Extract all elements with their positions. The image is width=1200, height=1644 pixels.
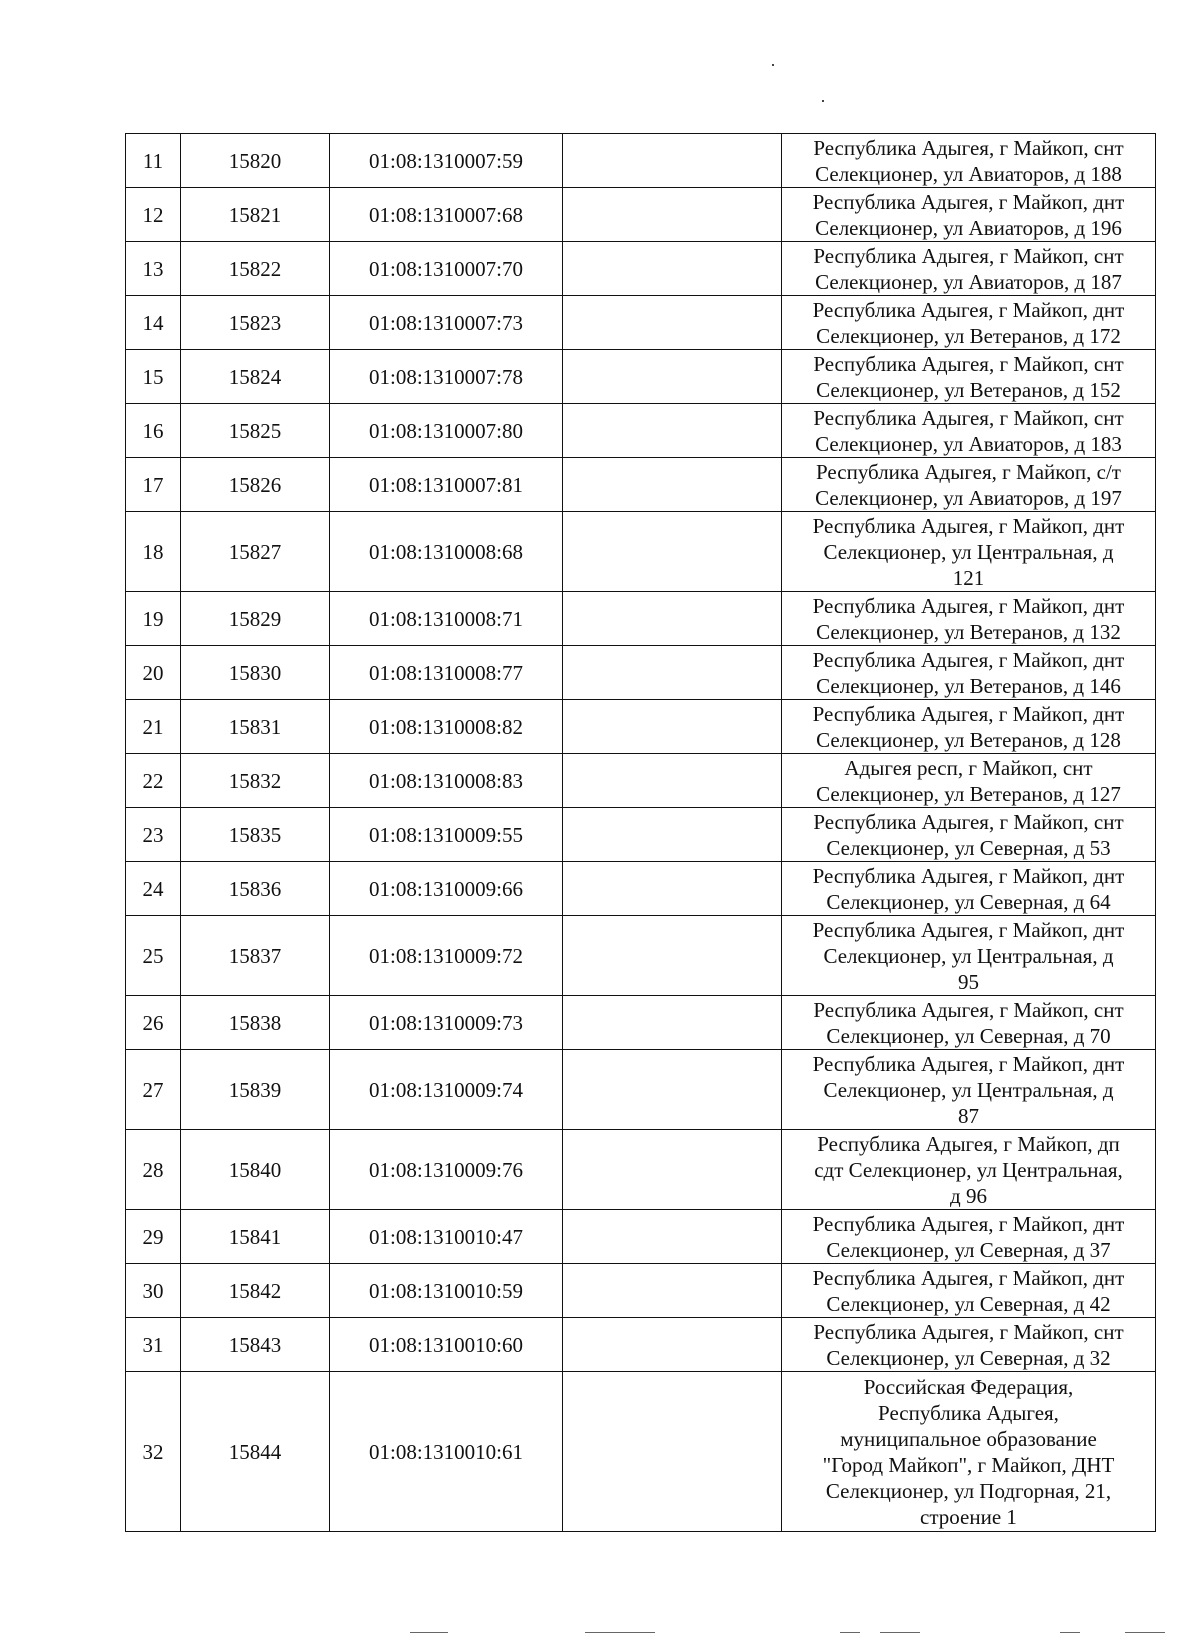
- table-row: [126, 592, 1156, 646]
- table-row: [126, 242, 1156, 296]
- table-row: [126, 916, 1156, 996]
- address-line: Республика Адыгея, г Майкоп, днт: [812, 1211, 1125, 1236]
- row-number-cell: 12: [126, 188, 181, 242]
- address-cell: [782, 1050, 1156, 1130]
- address-line: Селекционер, ул Северная, д 64: [826, 889, 1111, 914]
- address-cell: [782, 296, 1156, 350]
- address-line: Селекционер, ул Ветеранов, д 152: [816, 377, 1121, 402]
- address-line: Республика Адыгея, г Майкоп, днт: [812, 1265, 1125, 1290]
- table-row: [126, 646, 1156, 700]
- address-line: Селекционер, ул Центральная, д: [823, 943, 1114, 968]
- cadastral-number-cell: 01:08:1310007:68: [330, 188, 563, 242]
- address-line: муниципальное образование: [840, 1426, 1097, 1451]
- row-number-cell: 22: [126, 754, 181, 808]
- address-line: Селекционер, ул Авиаторов, д 187: [815, 269, 1122, 294]
- cadastral-number-cell: 01:08:1310007:81: [330, 458, 563, 512]
- empty-cell: [563, 754, 782, 808]
- registry-number-cell: 15827: [181, 512, 330, 592]
- address-line: Селекционер, ул Центральная, д: [823, 539, 1114, 564]
- scan-speck: [822, 100, 824, 102]
- empty-cell: [563, 1318, 782, 1372]
- address-cell: [782, 1210, 1156, 1264]
- empty-cell: [563, 512, 782, 592]
- row-number-cell: 18: [126, 512, 181, 592]
- empty-cell: [563, 700, 782, 754]
- cadastral-number-cell: 01:08:1310010:59: [330, 1264, 563, 1318]
- address-line: Российская Федерация,: [863, 1374, 1074, 1399]
- cadastral-number-cell: 01:08:1310007:70: [330, 242, 563, 296]
- registry-number-cell: 15844: [181, 1372, 330, 1532]
- empty-cell: [563, 592, 782, 646]
- address-line: 95: [958, 969, 979, 994]
- cadastral-number-cell: 01:08:1310007:73: [330, 296, 563, 350]
- empty-cell: [563, 242, 782, 296]
- row-number-cell: 25: [126, 916, 181, 996]
- cadastral-number-cell: 01:08:1310008:82: [330, 700, 563, 754]
- address-cell: [782, 188, 1156, 242]
- cadastral-number-cell: 01:08:1310009:66: [330, 862, 563, 916]
- table-row: [126, 512, 1156, 592]
- empty-cell: [563, 188, 782, 242]
- row-number-cell: 15: [126, 350, 181, 404]
- cadastral-number-cell: 01:08:1310010:60: [330, 1318, 563, 1372]
- address-cell: [782, 458, 1156, 512]
- table-row: [126, 188, 1156, 242]
- address-cell: [782, 996, 1156, 1050]
- cadastral-number-cell: 01:08:1310007:59: [330, 134, 563, 188]
- address-cell: [782, 700, 1156, 754]
- address-line: Республика Адыгея, г Майкоп, днт: [812, 297, 1125, 322]
- address-cell: [782, 1318, 1156, 1372]
- registry-number-cell: 15829: [181, 592, 330, 646]
- address-line: Селекционер, ул Подгорная, 21,: [825, 1478, 1112, 1503]
- registry-number-cell: 15836: [181, 862, 330, 916]
- address-line: строение 1: [920, 1504, 1017, 1529]
- registry-number-cell: 15843: [181, 1318, 330, 1372]
- cadastral-number-cell: 01:08:1310010:61: [330, 1372, 563, 1532]
- registry-number-cell: 15831: [181, 700, 330, 754]
- registry-number-cell: 15830: [181, 646, 330, 700]
- table-row: [126, 700, 1156, 754]
- registry-number-cell: 15821: [181, 188, 330, 242]
- table-row: [126, 1210, 1156, 1264]
- table-row: [126, 458, 1156, 512]
- address-cell: [782, 134, 1156, 188]
- address-line: Республика Адыгея, г Майкоп, днт: [812, 647, 1125, 672]
- cadastral-number-cell: 01:08:1310008:68: [330, 512, 563, 592]
- row-number-cell: 13: [126, 242, 181, 296]
- address-line: Селекционер, ул Авиаторов, д 188: [815, 161, 1122, 186]
- row-number-cell: 23: [126, 808, 181, 862]
- address-line: Селекционер, ул Ветеранов, д 146: [816, 673, 1121, 698]
- address-line: Селекционер, ул Северная, д 42: [826, 1291, 1111, 1316]
- empty-cell: [563, 134, 782, 188]
- footer-line: [840, 1632, 860, 1633]
- registry-number-cell: 15835: [181, 808, 330, 862]
- registry-number-cell: 15840: [181, 1130, 330, 1210]
- address-line: Селекционер, ул Авиаторов, д 196: [815, 215, 1122, 240]
- cadastral-number-cell: 01:08:1310008:71: [330, 592, 563, 646]
- empty-cell: [563, 808, 782, 862]
- row-number-cell: 28: [126, 1130, 181, 1210]
- cadastral-number-cell: 01:08:1310009:55: [330, 808, 563, 862]
- address-line: Селекционер, ул Ветеранов, д 128: [816, 727, 1121, 752]
- row-number-cell: 14: [126, 296, 181, 350]
- address-line: сдт Селекционер, ул Центральная,: [814, 1157, 1123, 1182]
- address-line: "Город Майкоп", г Майкоп, ДНТ: [822, 1452, 1115, 1477]
- address-line: Республика Адыгея, г Майкоп, снт: [813, 809, 1124, 834]
- row-number-cell: 19: [126, 592, 181, 646]
- empty-cell: [563, 996, 782, 1050]
- empty-cell: [563, 296, 782, 350]
- address-cell: [782, 592, 1156, 646]
- address-cell: [782, 1130, 1156, 1210]
- cadastral-number-cell: 01:08:1310009:73: [330, 996, 563, 1050]
- address-line: Республика Адыгея, г Майкоп, снт: [813, 1319, 1124, 1344]
- table-row: [126, 296, 1156, 350]
- table-row: [126, 1264, 1156, 1318]
- table-row: [126, 1372, 1156, 1532]
- address-cell: [782, 754, 1156, 808]
- cadastral-number-cell: 01:08:1310008:77: [330, 646, 563, 700]
- address-line: Республика Адыгея, г Майкоп, снт: [813, 997, 1124, 1022]
- address-line: Республика Адыгея, г Майкоп, снт: [813, 351, 1124, 376]
- cadastral-number-cell: 01:08:1310010:47: [330, 1210, 563, 1264]
- address-line: Республика Адыгея, г Майкоп, днт: [812, 513, 1125, 538]
- address-line: 121: [952, 565, 985, 590]
- table-row: [126, 996, 1156, 1050]
- footer-line: [1125, 1632, 1165, 1633]
- address-line: д 96: [950, 1183, 987, 1208]
- footer-line: [410, 1632, 448, 1633]
- address-cell: [782, 242, 1156, 296]
- registry-number-cell: 15841: [181, 1210, 330, 1264]
- empty-cell: [563, 1130, 782, 1210]
- row-number-cell: 26: [126, 996, 181, 1050]
- address-cell: [782, 1264, 1156, 1318]
- empty-cell: [563, 1050, 782, 1130]
- footer-line: [1060, 1632, 1080, 1633]
- cadastral-number-cell: 01:08:1310007:78: [330, 350, 563, 404]
- registry-number-cell: 15823: [181, 296, 330, 350]
- table-row: [126, 1050, 1156, 1130]
- cadastral-number-cell: 01:08:1310009:72: [330, 916, 563, 996]
- registry-number-cell: 15822: [181, 242, 330, 296]
- empty-cell: [563, 458, 782, 512]
- row-number-cell: 27: [126, 1050, 181, 1130]
- address-line: Селекционер, ул Ветеранов, д 172: [816, 323, 1121, 348]
- row-number-cell: 11: [126, 134, 181, 188]
- table-row: [126, 1130, 1156, 1210]
- row-number-cell: 29: [126, 1210, 181, 1264]
- address-cell: [782, 862, 1156, 916]
- table-row: [126, 808, 1156, 862]
- registry-number-cell: 15832: [181, 754, 330, 808]
- row-number-cell: 31: [126, 1318, 181, 1372]
- address-line: Республика Адыгея, г Майкоп, снт: [813, 405, 1124, 430]
- address-cell: [782, 350, 1156, 404]
- table-body: [126, 134, 1156, 1532]
- empty-cell: [563, 1372, 782, 1532]
- table-row: [126, 134, 1156, 188]
- footer-line: [585, 1632, 655, 1633]
- empty-cell: [563, 916, 782, 996]
- registry-number-cell: 15838: [181, 996, 330, 1050]
- address-cell: [782, 808, 1156, 862]
- address-cell: [782, 1372, 1156, 1532]
- row-number-cell: 32: [126, 1372, 181, 1532]
- address-line: Республика Адыгея, г Майкоп, днт: [812, 189, 1125, 214]
- row-number-cell: 24: [126, 862, 181, 916]
- address-line: Республика Адыгея, г Майкоп, днт: [812, 863, 1125, 888]
- empty-cell: [563, 404, 782, 458]
- land-plot-table: [125, 133, 1156, 1532]
- empty-cell: [563, 862, 782, 916]
- address-line: Селекционер, ул Центральная, д: [823, 1077, 1114, 1102]
- registry-number-cell: 15826: [181, 458, 330, 512]
- address-line: Адыгея респ, г Майкоп, снт: [844, 755, 1093, 780]
- address-line: Селекционер, ул Северная, д 37: [826, 1237, 1111, 1262]
- address-line: Селекционер, ул Авиаторов, д 183: [815, 431, 1122, 456]
- address-line: Республика Адыгея, г Майкоп, снт: [813, 135, 1124, 160]
- empty-cell: [563, 1210, 782, 1264]
- address-line: Республика Адыгея, г Майкоп, днт: [812, 701, 1125, 726]
- registry-number-cell: 15839: [181, 1050, 330, 1130]
- scan-speck: [772, 64, 774, 66]
- address-line: Республика Адыгея, г Майкоп, днт: [812, 1051, 1125, 1076]
- address-line: Республика Адыгея,: [878, 1400, 1059, 1425]
- address-cell: [782, 404, 1156, 458]
- address-line: Республика Адыгея, г Майкоп, днт: [812, 917, 1125, 942]
- table-row: [126, 350, 1156, 404]
- cadastral-number-cell: 01:08:1310009:74: [330, 1050, 563, 1130]
- cadastral-number-cell: 01:08:1310008:83: [330, 754, 563, 808]
- address-line: Республика Адыгея, г Майкоп, с/т: [816, 459, 1121, 484]
- footer-line: [880, 1632, 920, 1633]
- cadastral-number-cell: 01:08:1310007:80: [330, 404, 563, 458]
- row-number-cell: 20: [126, 646, 181, 700]
- registry-number-cell: 15824: [181, 350, 330, 404]
- address-line: Селекционер, ул Ветеранов, д 127: [816, 781, 1121, 806]
- address-line: Селекционер, ул Северная, д 70: [826, 1023, 1111, 1048]
- registry-number-cell: 15842: [181, 1264, 330, 1318]
- address-line: 87: [958, 1103, 979, 1128]
- empty-cell: [563, 1264, 782, 1318]
- address-line: Республика Адыгея, г Майкоп, днт: [812, 593, 1125, 618]
- table-row: [126, 862, 1156, 916]
- empty-cell: [563, 646, 782, 700]
- table-row: [126, 1318, 1156, 1372]
- empty-cell: [563, 350, 782, 404]
- row-number-cell: 21: [126, 700, 181, 754]
- address-cell: [782, 512, 1156, 592]
- address-line: Селекционер, ул Ветеранов, д 132: [816, 619, 1121, 644]
- address-line: Селекционер, ул Северная, д 53: [826, 835, 1111, 860]
- row-number-cell: 16: [126, 404, 181, 458]
- address-line: Селекционер, ул Северная, д 32: [826, 1345, 1111, 1370]
- cadastral-number-cell: 01:08:1310009:76: [330, 1130, 563, 1210]
- address-line: Республика Адыгея, г Майкоп, снт: [813, 243, 1124, 268]
- address-cell: [782, 916, 1156, 996]
- table-row: [126, 754, 1156, 808]
- table-row: [126, 404, 1156, 458]
- registry-number-cell: 15820: [181, 134, 330, 188]
- address-line: Селекционер, ул Авиаторов, д 197: [815, 485, 1122, 510]
- row-number-cell: 30: [126, 1264, 181, 1318]
- address-cell: [782, 646, 1156, 700]
- row-number-cell: 17: [126, 458, 181, 512]
- address-line: Республика Адыгея, г Майкоп, дп: [817, 1131, 1120, 1156]
- registry-number-cell: 15837: [181, 916, 330, 996]
- registry-number-cell: 15825: [181, 404, 330, 458]
